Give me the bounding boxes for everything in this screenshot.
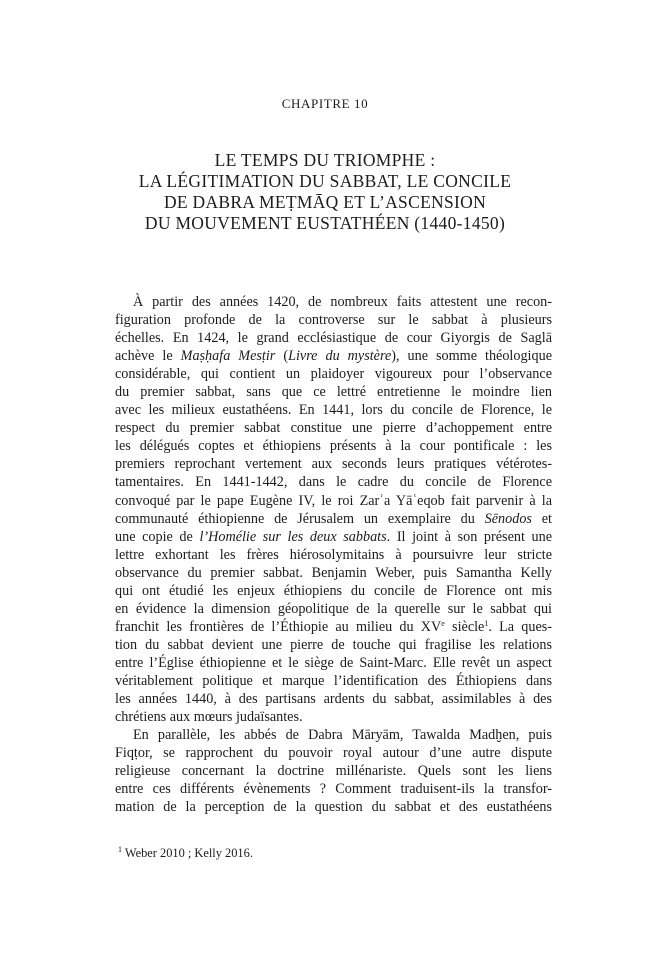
footnote: [118, 846, 253, 861]
italic-title: Maṣḥafa Mesṭir: [180, 348, 276, 365]
footnote-number: 1: [118, 845, 122, 854]
text-line: Fiqṭor, se rapprochent du pouvoir royal autour d’une autre dispute: [115, 745, 552, 762]
text-line: respect du premier sabbat constitue une pierre d’achoppement entre: [115, 420, 552, 437]
italic-translation: Livre du mystère: [288, 348, 392, 365]
footnote-text: Weber 2010 ; Kelly 2016.: [122, 846, 253, 860]
text-line: lettre exhortant les frères hiérosolymitains à poursuivre leur stricte: [115, 546, 552, 563]
text-line: convoqué par le pape Eugène IV, le roi Zarʾa Yāʿeqob fait parvenir à la: [115, 492, 552, 509]
text-line: du premier sabbat, sans que ce lettré entretienne le moindre lien: [115, 384, 552, 401]
text-line: mation de la perception de la question du sabbat et des eustathéens: [115, 799, 552, 816]
text-line: observance du premier sabbat. Benjamin Weber, puis Samantha Kelly: [115, 564, 552, 581]
text-line: tamentaires. En 1441-1442, dans le cadre du concile de Florence: [115, 474, 552, 491]
text-line: premiers reprochant vertement aux seconds leurs pratiques vétérotes-: [115, 456, 552, 473]
text-line: avec les milieux eustathéens. En 1441, lors du concile de Florence, le: [115, 402, 552, 419]
text-fragment: ), une somme théologique: [391, 348, 552, 365]
title-line: DU MOUVEMENT EUSTATHÉEN (1440-1450): [144, 213, 506, 233]
title-line: DE DABRA MEṬMĀQ ET L’ASCENSION: [163, 192, 487, 212]
text-fragment: . Il joint à son présent une: [386, 528, 552, 545]
text-fragment: et: [531, 510, 552, 527]
title-line: LE TEMPS DU TRIOMPHE :: [214, 150, 436, 170]
text-line: figuration profonde de la controverse sur le sabbat à plusieurs: [115, 312, 552, 329]
italic-title: l’Homélie sur les deux sabbats: [199, 528, 387, 545]
text-line: considérable, qui contient un plaidoyer vigoureux pour l’observance: [115, 366, 552, 383]
text-line: qui ont étudié les enjeux éthiopiens du concile de Florence ont mis: [115, 582, 552, 599]
text-fragment: communauté éthiopienne de Jérusalem un exemplaire du: [115, 510, 485, 527]
text-line: En parallèle, les abbés de Dabra Māryām, Tawalda Madḫen, puis: [133, 727, 552, 744]
text-line: À partir des années 1420, de nombreux faits attestent une recon-: [133, 294, 552, 310]
text-line: échelles. En 1424, le grand ecclésiastique de cour Giyorgis de Saglā: [115, 330, 552, 347]
century-superscript: e: [441, 618, 445, 628]
text-line: religieuse concernant la doctrine millénariste. Quels sont les liens: [115, 763, 552, 780]
text-fragment: franchit les frontières de l’Éthiopie au milieu du XV: [115, 618, 442, 635]
text-line: [115, 510, 552, 528]
chapter-label: CHAPITRE 10: [281, 96, 369, 111]
text-line: les délégués coptes et éthiopiens présents à la cour pontificale : les: [115, 438, 552, 455]
text-line: [115, 618, 552, 636]
text-line: chrétiens aux mœurs judaïsantes.: [115, 709, 303, 726]
text-fragment: siècle: [444, 618, 485, 635]
title-line: LA LÉGITIMATION DU SABBAT, LE CONCILE: [138, 171, 512, 191]
text-line: véritablement politique et marque l’identification des Éthiopiens dans: [115, 672, 552, 689]
text-fragment: achève le: [115, 348, 181, 365]
body-text: [115, 293, 552, 816]
text-line: [115, 528, 552, 546]
footnote-ref: 1: [484, 618, 489, 628]
text-line: entre l’Église éthiopienne et le siège de Saint-Marc. Elle revêt un aspect: [115, 654, 552, 671]
text-fragment: (: [275, 348, 289, 365]
text-line: entre ces différents évènements ? Comment traduisent-ils la transfor-: [115, 781, 552, 798]
text-fragment: . La ques-: [488, 618, 553, 635]
text-line: [115, 347, 552, 365]
chapter-title: [60, 150, 590, 234]
text-line: les années 1440, à des partisans ardents du sabbat, assimilables à des: [115, 691, 552, 708]
italic-title: Sēnodos: [484, 510, 532, 527]
text-line: en évidence la dimension géopolitique de la querelle sur le sabbat qui: [115, 600, 552, 617]
text-line: tion du sabbat devient une pierre de touche qui fragilise les relations: [115, 636, 552, 653]
text-fragment: une copie de: [115, 528, 200, 545]
